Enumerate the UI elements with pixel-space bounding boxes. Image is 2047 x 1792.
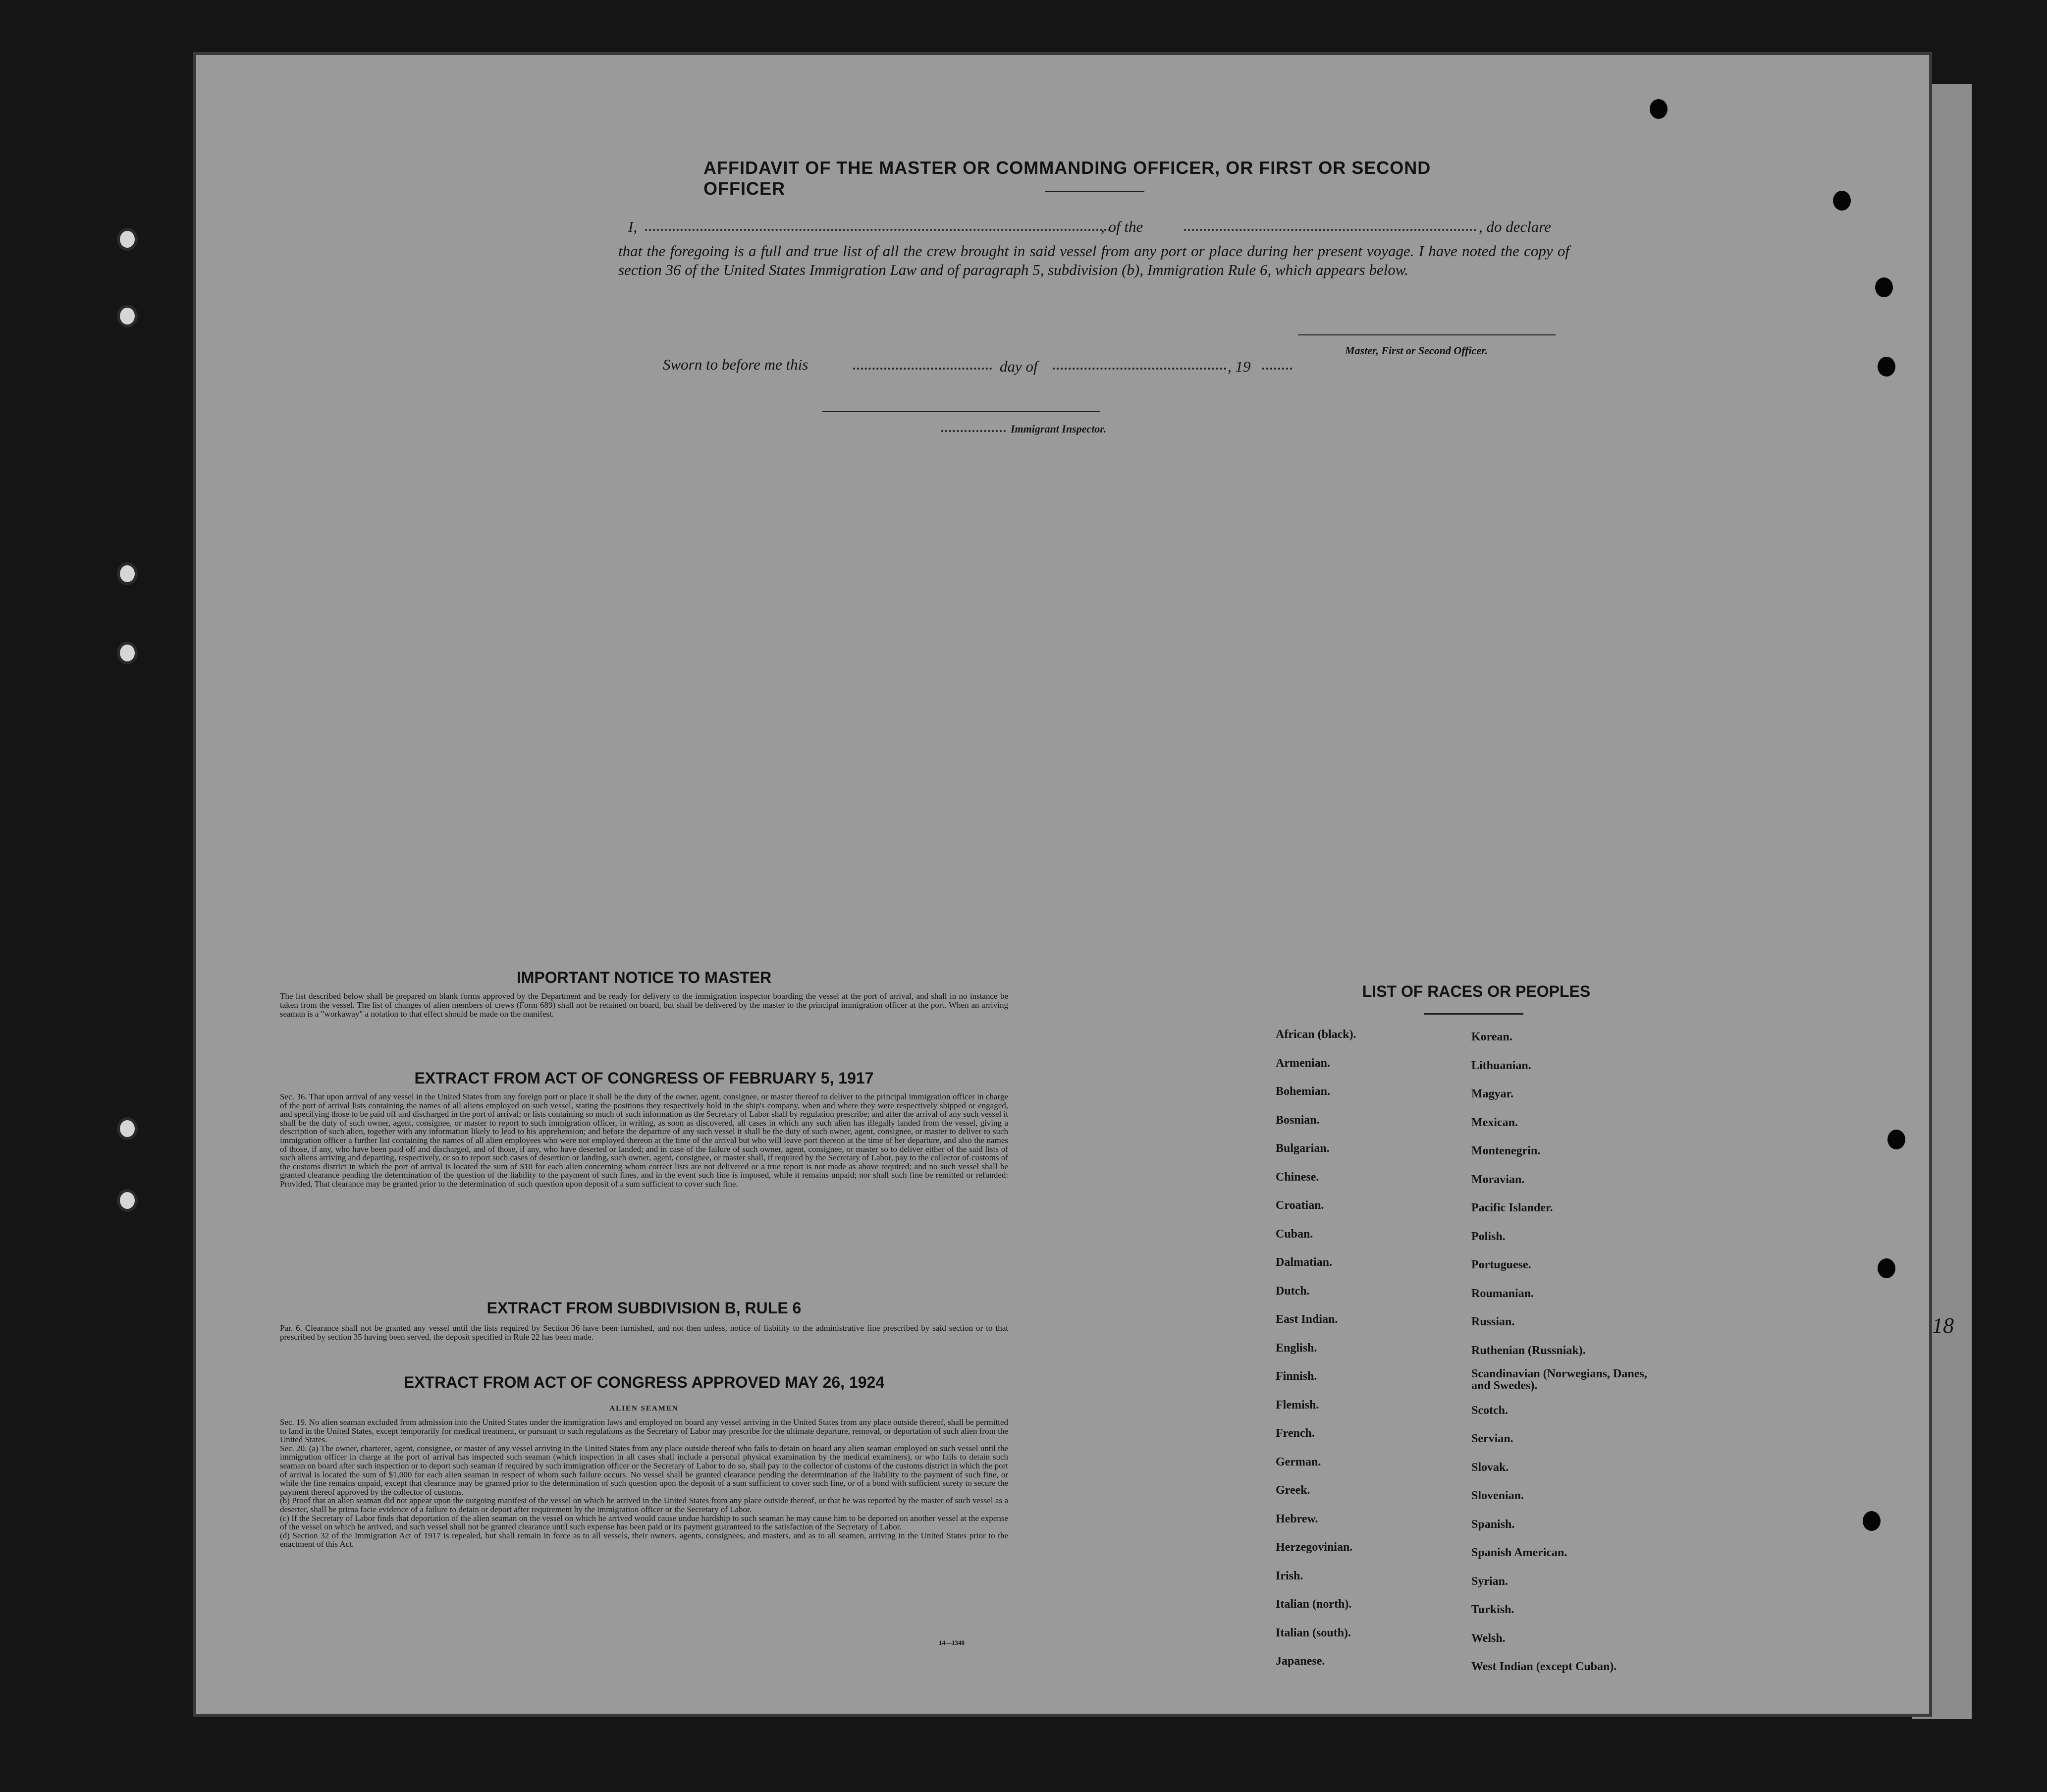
races-left-column — [1276, 1021, 1356, 1676]
race-entry: Lithuanian. — [1471, 1059, 1531, 1072]
binder-hole — [117, 562, 138, 585]
punch-hole — [1878, 1258, 1895, 1278]
race-entry: Turkish. — [1471, 1603, 1514, 1616]
notice-text: The list described below shall be prepared on blank forms approved by the Department and be ready for delivery to the immigration inspector boarding the vessel at the port of arrival, and shall in no instance be taken from the vessel. The list of changes of alien members of crews (Form 689) shall not be retained on board, but shall be delivered by the master to the principal immigration officer at the port. When an arriving seaman is a "workaway" a notation to that effect should be made on the manifest. — [280, 991, 1008, 1019]
race-entry: Pacific Islander. — [1471, 1201, 1553, 1214]
punch-hole — [1875, 277, 1893, 297]
race-entry: Bosnian. — [1276, 1113, 1320, 1127]
race-entry: Slovenian. — [1471, 1489, 1524, 1502]
punch-hole — [1650, 99, 1668, 119]
race-entry: Armenian. — [1276, 1056, 1330, 1070]
affidavit-i-label: I, — [628, 218, 638, 235]
punch-hole — [1833, 191, 1851, 211]
form-number: 14—1340 — [939, 1639, 965, 1646]
inspector-label: Immigrant Inspector. — [1011, 423, 1107, 435]
sec-20b-text: (b) Proof that an alien seaman did not appear upon the outgoing manifest of the vessel on which he arrived in the United States from any place outside thereof, or that he was reported by the master of such vessel as a deserter, shall be prima facie evidence of a failure to detain or deport after requirement by the immigration officer or the Secretary of Labor. — [280, 1496, 1008, 1514]
race-entry: English. — [1276, 1341, 1317, 1355]
race-entry: Ruthenian (Russniak). — [1471, 1344, 1586, 1357]
binder-hole — [117, 1189, 138, 1212]
race-entry: Hebrew. — [1276, 1512, 1318, 1525]
race-entry: Dutch. — [1276, 1284, 1310, 1298]
master-signature-label: Master, First or Second Officer. — [1345, 344, 1488, 357]
race-entry: Dalmatian. — [1276, 1256, 1332, 1269]
race-entry: Moravian. — [1471, 1173, 1525, 1186]
sworn-label: Sworn to before me this — [663, 356, 808, 373]
race-entry: Korean. — [1471, 1031, 1512, 1043]
races-title-underline — [1424, 1013, 1523, 1015]
sec-20d-text: (d) Section 32 of the Immigration Act of 1917 is repealed, but shall remain in force as to all vessels, their owners, agents, consignees, and masters, and as to all seamen, arriving in the United States prior to the enactment of this Act. — [280, 1530, 1008, 1549]
race-entry: Magyar. — [1471, 1087, 1514, 1100]
race-entry: Welsh. — [1471, 1631, 1506, 1645]
race-entry: African (black). — [1276, 1028, 1356, 1041]
sworn-day-blank[interactable] — [853, 368, 992, 370]
sec-20a-text: Sec. 20. (a) The owner, charterer, agent, consignee, or master of any vessel arriving in the United States from any place outside thereof who fails to detain on board any alien seaman employed on such vessel until the immigration officer in charge at the port of arrival has inspected such seaman (which inspection in all cases shall include a personal physical examination by the medical examiners), or who fails to detain such seaman on board after such inspection or to deport such seaman if required by such immigration officer or the Secretary of Labor to do so, shall pay to the collector of customs of the customs district in which the port of arrival is located the sum of $1,000 for each alien seaman in respect of whom such failure occurs. No vessel shall be granted clearance pending the determination of the liability to the payment of such fine, or while the fine remains unpaid, except that clearance may be granted prior to the determination of such question upon the deposit of a sum sufficient to cover such fine, or of a bond with sufficient surety to secure the payment thereof approved by the collector of customs. — [280, 1443, 1008, 1497]
race-entry: Croatian. — [1276, 1199, 1324, 1212]
vessel-name-blank[interactable] — [1184, 229, 1476, 231]
binder-hole — [117, 1117, 138, 1140]
race-entry: Bohemian. — [1276, 1085, 1331, 1098]
binder-hole — [117, 305, 138, 327]
race-entry: Spanish. — [1471, 1518, 1515, 1531]
punch-hole — [1863, 1511, 1881, 1531]
race-entry: Portuguese. — [1471, 1258, 1531, 1271]
affidavit-statement: that the foregoing is a full and true list of all the crew brought in said vessel from any port or place during her present voyage. I have noted the copy of section 36 of the United States Immigration Law and of paragraph 5, subdivision (b), Immigration Rule 6, which appears below. — [618, 242, 1569, 278]
inspector-signature-line[interactable] — [822, 411, 1100, 412]
title-underline — [1045, 191, 1144, 192]
extract-rule6-title: EXTRACT FROM SUBDIVISION B, RULE 6 — [486, 1299, 802, 1317]
race-entry: Greek. — [1276, 1484, 1310, 1497]
races-title: LIST OF RACES OR PEOPLES — [1362, 982, 1591, 1000]
extract-1924-text — [280, 1418, 1008, 1549]
day-of-label: day of — [1000, 358, 1038, 375]
race-entry: Slovak. — [1471, 1461, 1509, 1474]
race-entry: Montenegrin. — [1471, 1144, 1541, 1157]
extract-rule6-text: Par. 6. Clearance shall not be granted any vessel until the lists required by Section 36 have been furnished, and not then unless, notice of liability to the administrative fine prescribed by said section or to that prescribed by section 35 having been served, the deposit specified in Rule 22 has been made. — [280, 1323, 1008, 1342]
race-entry: Servian. — [1471, 1432, 1513, 1445]
binder-hole — [117, 228, 138, 251]
inspector-dots — [941, 430, 1006, 432]
race-entry: French. — [1276, 1427, 1315, 1440]
race-entry: Irish. — [1276, 1569, 1303, 1582]
race-entry: Chinese. — [1276, 1170, 1319, 1184]
race-entry: Polish. — [1471, 1230, 1506, 1243]
race-entry: Bulgarian. — [1276, 1142, 1330, 1155]
race-entry: Flemish. — [1276, 1398, 1319, 1412]
sec-19-text: Sec. 19. No alien seaman excluded from admission into the United States under the immigration laws and employed on board any vessel arriving in the United States from any place outside thereof, shall be permitted to land in the United States, except temporarily for medical treatment, or pursuant to such regulations as the Secretary of Labor may prescribe for the ultimate departure, removal, or deportation of such alien from the United States. — [280, 1417, 1008, 1445]
alien-seamen-heading: ALIEN SEAMEN — [609, 1405, 679, 1412]
race-entry: Syrian. — [1471, 1575, 1508, 1588]
race-entry: Herzegovinian. — [1276, 1541, 1353, 1554]
of-the-label: , of the — [1101, 218, 1143, 235]
punch-hole — [1878, 357, 1895, 377]
race-entry: Roumanian. — [1471, 1287, 1534, 1300]
punch-hole — [1887, 1130, 1905, 1149]
race-entry: Cuban. — [1276, 1227, 1313, 1241]
race-entry: Finnish. — [1276, 1370, 1317, 1383]
sec-20c-text: (c) If the Secretary of Labor finds that deportation of the alien seaman on the vessel on which he arrived would cause undue hardship to such seaman he may cause him to be deported on another vessel at the expense of the vessel on which he arrived, and such vessel shall not be granted clearance until such expense has been paid or its payment guaranteed to the satisfaction of the Secretary of Labor. — [280, 1513, 1008, 1532]
extract-1917-text: Sec. 36. That upon arrival of any vessel in the United States from any foreign port or place it shall be the duty of the owner, agent, consignee, or master thereof to deliver to the principal immigration officer in charge of the port of arrival lists containing the names of all aliens employed on such vessel, stating the positions they respectively hold in the ship's company, when and where they were respectively shipped or engaged, and specifying those to be paid off and discharged in the port of arrival; or lists containing so much of such information as the Secretary of Labor shall by regulation prescribe; and after the arrival of any such vessel it shall be the duty of such owner, agent, consignee, or master to report to such immigration officer, in writing, as soon as discovered, all cases in which any such alien has illegally landed from the vessel, giving a description of such alien, together with any information likely to lead to his apprehension; and before the departure of any such vessel it shall be the duty of such owner, agent, consignee, or master to deliver to such immigration officer a further list containing the names of all alien employees who were not employed thereon at the time of the arrival but who will leave port thereon at the time of her departure, and also the names of those, if any, who have been paid off and discharged, and of those, if any, who have deserted or landed; and in case of the failure of such owner, agent, consignee, or master so to deliver either of the said lists of such aliens arriving and departing, respectively, or so to report such cases of desertion or landing, such owner, agent, consignee, or master shall, if required by the Secretary of Labor, pay to the collector of customs of the customs district in which the port of arrival is located the sum of $10 for each alien concerning whom correct lists are not delivered or a true report is not made as above required; and no such vessel shall be granted clearance pending the determination of the question of the liability to the payment of such fines, and in the event such fine is imposed, while it remains unpaid; nor shall such fine be remitted or refunded: Provided, That clearance may be granted prior to the determination of such question upon deposit of a sum sufficient to cover such fine. — [280, 1092, 1008, 1189]
race-entry: East Indian. — [1276, 1313, 1338, 1326]
handwritten-page-number: 18 — [1932, 1313, 1954, 1338]
master-signature-line[interactable] — [1298, 334, 1556, 335]
race-entry: Japanese. — [1276, 1655, 1325, 1668]
race-entry: Scandinavian (Norwegians, Danes, and Swedes). — [1471, 1367, 1647, 1392]
race-entry: Italian (south). — [1276, 1626, 1351, 1639]
master-name-blank[interactable] — [645, 229, 1111, 231]
extract-1924-title: EXTRACT FROM ACT OF CONGRESS APPROVED MAY 26, 1924 — [403, 1373, 885, 1391]
race-entry: West Indian (except Cuban). — [1471, 1660, 1617, 1673]
extract-1917-title: EXTRACT FROM ACT OF CONGRESS OF FEBRUARY 5, 1917 — [414, 1069, 874, 1087]
notice-title: IMPORTANT NOTICE TO MASTER — [516, 969, 772, 986]
races-right-column — [1471, 1023, 1650, 1682]
race-entry: German. — [1276, 1455, 1321, 1468]
race-entry: Spanish American. — [1471, 1546, 1567, 1559]
binder-hole — [117, 642, 138, 664]
affidavit-title: AFFIDAVIT OF THE MASTER OR COMMANDING OFFICER, OR FIRST OR SECOND OFFICER — [703, 158, 1431, 199]
year-label: , 19 — [1228, 358, 1251, 375]
race-entry: Mexican. — [1471, 1116, 1518, 1129]
race-entry: Scotch. — [1471, 1404, 1508, 1417]
declare-label: , do declare — [1479, 218, 1552, 235]
race-entry: Russian. — [1471, 1315, 1515, 1328]
sworn-year-blank[interactable] — [1262, 368, 1292, 370]
sworn-month-blank[interactable] — [1053, 368, 1226, 370]
race-entry: Italian (north). — [1276, 1598, 1352, 1611]
